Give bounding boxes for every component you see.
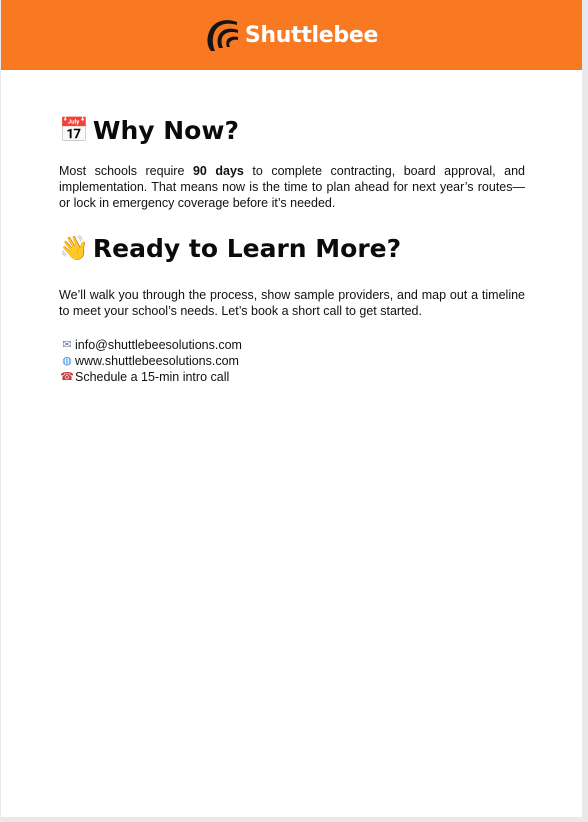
why-now-text-after: to complete contracting, board approval, and implementation. That means now is the time to plan ahead for next year’s routes—or lock in emergency coverage before it’s needed. (59, 164, 525, 210)
contact-call-label[interactable]: Schedule a 15-min intro call (75, 370, 230, 384)
why-now-paragraph (59, 163, 525, 211)
contact-call[interactable] (59, 369, 525, 385)
brand-name: Shuttlebee (244, 22, 379, 48)
main-content (59, 114, 525, 385)
globe-icon: ◍ (62, 355, 72, 367)
ready-heading (59, 232, 525, 264)
why-now-title: Why Now? (92, 115, 239, 145)
why-now-highlight: 90 days (192, 164, 244, 178)
envelope-icon: ✉ (62, 339, 72, 351)
waving-hand-icon: 👋 (59, 234, 89, 262)
contact-list (59, 337, 525, 385)
shuttlebee-logo-icon (205, 16, 241, 54)
document-page (1, 0, 582, 817)
why-now-text-before: Most schools require (59, 164, 193, 178)
ready-paragraph: We’ll walk you through the process, show sample providers, and map out a timeline to meet your school’s needs. Let’s book a short call to get started. (59, 288, 525, 318)
phone-icon: ☎ (60, 371, 74, 383)
contact-website-label[interactable]: www.shuttlebeesolutions.com (75, 354, 239, 368)
header-bar (1, 0, 582, 70)
ready-title: Ready to Learn More? (92, 233, 402, 263)
contact-email[interactable] (59, 337, 525, 353)
contact-email-label[interactable]: info@shuttlebeesolutions.com (75, 338, 242, 352)
brand (205, 16, 378, 54)
calendar-icon: 📅 (59, 116, 89, 144)
contact-website[interactable] (59, 353, 525, 369)
why-now-heading (59, 114, 525, 146)
